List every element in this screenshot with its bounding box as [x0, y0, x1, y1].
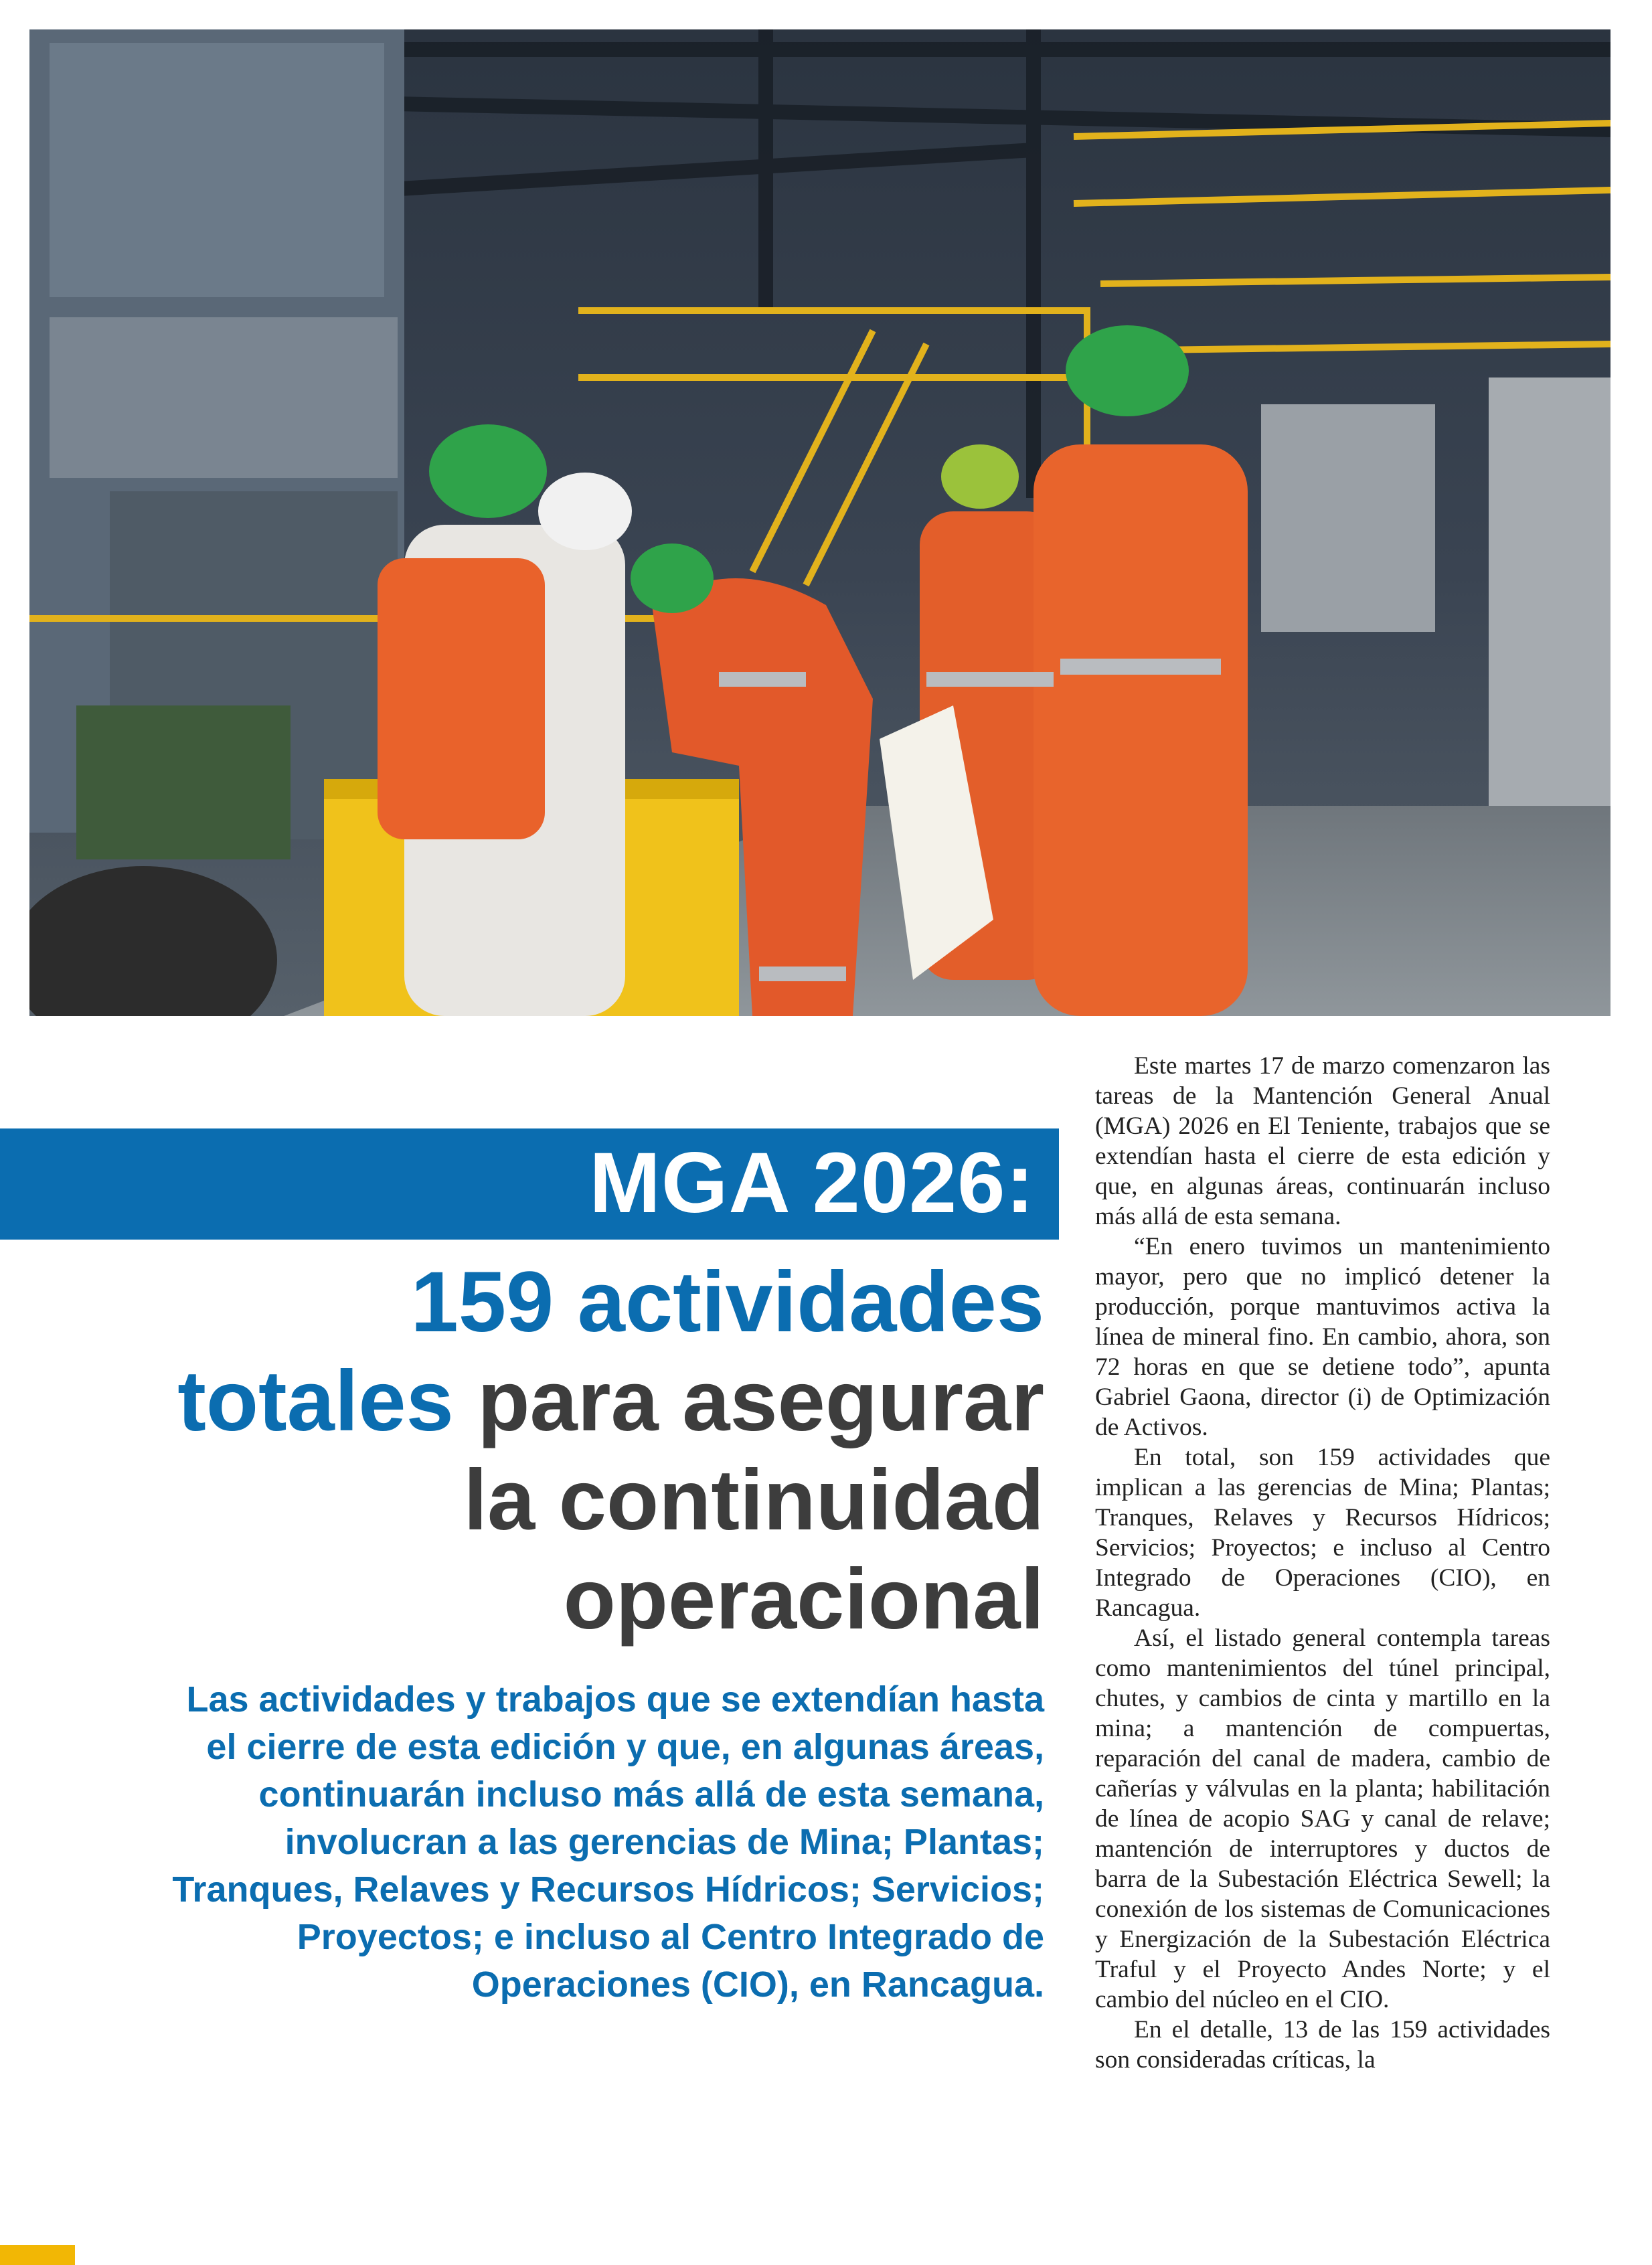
headline-title: MGA 2026: — [589, 1135, 1035, 1231]
page-corner-mark — [0, 2245, 75, 2265]
body-paragraph: Así, el listado general contempla tareas como mantenimientos del túnel principal, chutes, y cambios de cinta y martillo en la mina; a mantención de compuertas, reparación del canal de madera, cambio de cañerías y válvulas en la planta; habilitación de línea de acopio SAG y canal de relave; mantención de interruptores y ductos de barra de la Subestación Eléctrica Sewell; la conexión de los sistemas de Comunicaciones y Energización de la Subestación Eléctrica Traful y el Proyecto Andes Norte; y el cambio del núcleo en el CIO. — [1095, 1624, 1550, 2013]
title-bar — [0, 1128, 1059, 1240]
headline-subtitle — [40, 1253, 1044, 1649]
subtitle-light-1: para asegurar — [453, 1353, 1044, 1449]
photo-illustration — [29, 29, 1610, 1016]
body-paragraph: Este martes 17 de marzo comenzaron las tareas de la Mantención General Anual (MGA) 2026 en El Teniente, trabajos que se extendían hasta el cierre de esta edición y que, en algunas áreas, continuarán incluso más allá de esta semana. — [1095, 1052, 1550, 1230]
body-paragraph: En el detalle, 13 de las 159 actividades son consideradas críticas, la — [1095, 2016, 1550, 2074]
subtitle-strong-2: totales — [177, 1353, 454, 1449]
body-paragraph: En total, son 159 actividades que implican a las gerencias de Mina; Plantas; Tranques, Relaves y Recursos Hídricos; Servicios; Proyectos; e incluso al Centro Integrado de Operaciones (CIO), en Rancagua. — [1095, 1444, 1550, 1622]
subtitle-strong-1: 159 actividades — [410, 1254, 1044, 1350]
body-column — [1095, 1051, 1550, 2075]
subtitle-light-3: operacional — [563, 1551, 1044, 1647]
subtitle-light-2: la continuidad — [463, 1452, 1044, 1548]
body-paragraph: “En enero tuvimos un mantenimiento mayor, pero que no implicó detener la producción, porque mantuvimos activa la línea de mineral fino. En cambio, ahora, son 72 horas en que se detiene todo”, apunta Gabriel Gaona, director (i) de Optimización de Activos. — [1095, 1233, 1550, 1441]
hero-photo — [29, 29, 1610, 1016]
lead-paragraph: Las actividades y trabajos que se extendían hasta el cierre de esta edición y que, en algunas áreas, continuarán incluso más allá de esta semana, involucran a las gerencias de Mina; Plantas; Tranques, Relaves y Recursos Hídricos; Servicios; Proyectos; e incluso al Centro Integrado de Operaciones (CIO), en Rancagua. — [172, 1679, 1044, 2005]
